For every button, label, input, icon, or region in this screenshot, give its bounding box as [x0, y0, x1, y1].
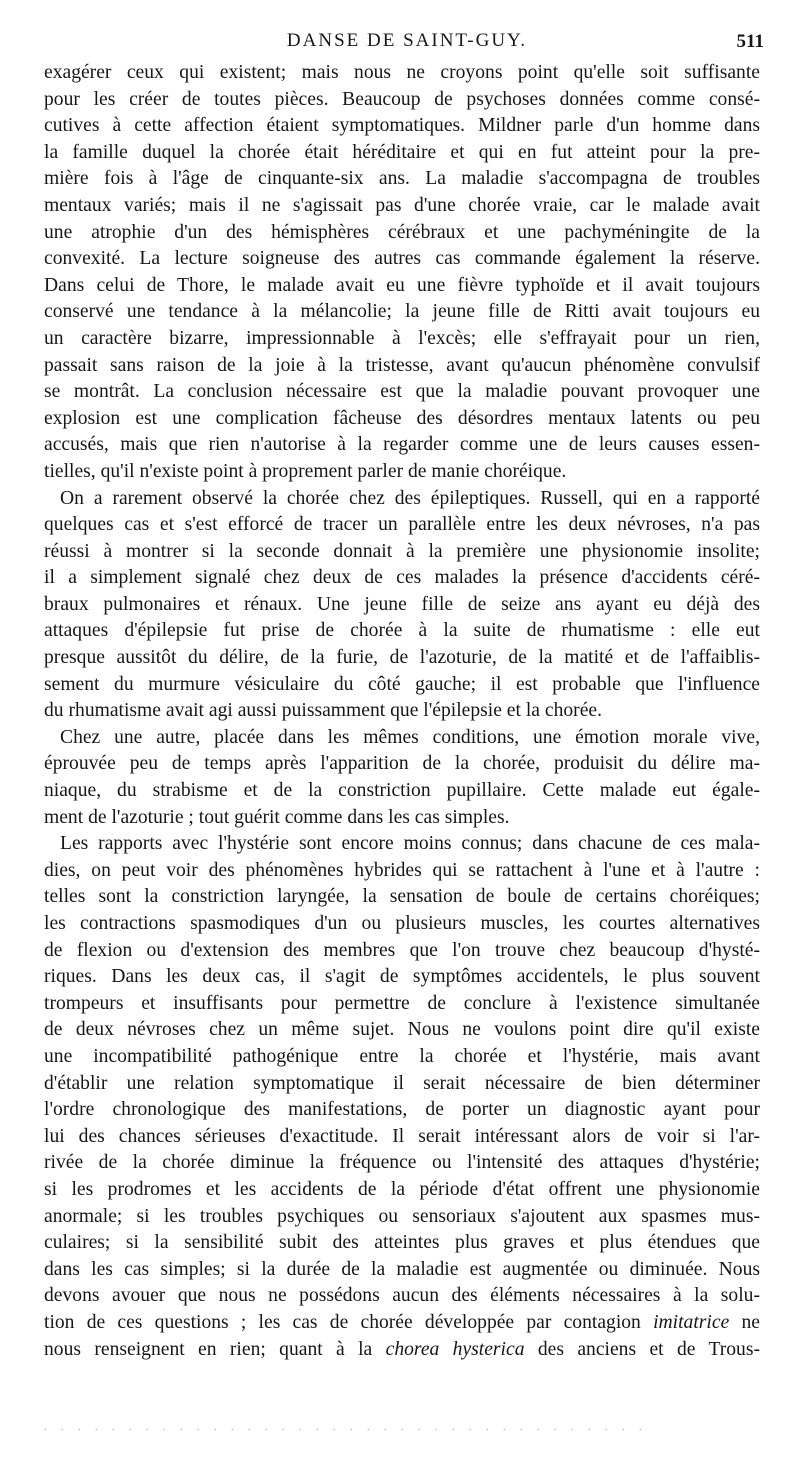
text-line: accusés, mais que rien n'autorise à la regarder comme une de leurs causes essen-: [44, 434, 760, 456]
text-line: quelques cas et s'est efforcé de tracer un parallèle entre les deux névroses, n'a pas: [44, 514, 760, 536]
text-line: riques. Dans les deux cas, il s'agit de symptômes accidentels, le plus souvent: [44, 966, 760, 988]
text-line: du rhumatisme avait agi aussi puissamment que l'épilepsie et la chorée.: [44, 700, 602, 722]
text-line: dans les cas simples; si la durée de la maladie est augmentée ou diminuée. Nous: [44, 1258, 760, 1280]
text-line: exagérer ceux qui existent; mais nous ne croyons point qu'elle soit suffisante: [44, 62, 760, 83]
text-line: si les prodromes et les accidents de la période d'état offrent une physionomie: [44, 1178, 760, 1200]
text-line: convexité. La lecture soigneuse des autres cas commande également la réserve.: [44, 248, 760, 270]
text-line: l'ordre chronologique des manifestations, de porter un diagnostic ayant pour: [44, 1099, 760, 1121]
text-line: se montrât. La conclusion nécessaire est que la maladie pouvant provoquer une: [44, 381, 760, 403]
italic-term: imitatrice: [653, 1311, 730, 1333]
text-line: un caractère bizarre, impressionnable à l'excès; elle s'effrayait pour un rien,: [44, 327, 760, 349]
text-line: On a rarement observé la chorée chez des épileptiques. Russell, qui en a rapporté: [60, 487, 760, 509]
text-line: Dans celui de Thore, le malade avait eu une fièvre typhoïde et il avait toujours: [44, 274, 760, 296]
page-number: 511: [736, 31, 764, 52]
text-line: anormale; si les troubles psychiques ou sensoriaux s'ajoutent aux spasmes mus-: [44, 1205, 760, 1227]
text-line: ment de l'azoturie ; tout guérit comme dans les cas simples.: [44, 806, 510, 828]
page: [44, 30, 764, 1363]
text-line: nous renseignent en rien; quant à la chorea hysterica des anciens et de Trous-: [44, 1338, 760, 1360]
text-line: niaque, du strabisme et de la constriction pupillaire. Cette malade eut égale-: [44, 780, 760, 802]
text-line: les contractions spasmodiques d'un ou plusieurs muscles, les courtes alternatives: [44, 913, 760, 934]
italic-term: chorea hysterica: [385, 1338, 525, 1360]
text-line: éprouvée peu de temps après l'apparition de la chorée, produisit du délire ma-: [44, 753, 760, 775]
text-line: une incompatibilité pathogénique entre la chorée et l'hystérie, mais avant: [44, 1045, 760, 1067]
text-line: il a simplement signalé chez deux de ces malades la présence d'accidents céré-: [44, 567, 760, 589]
text-line: réussi à montrer si la seconde donnait à la première une physionomie insolite;: [44, 540, 760, 562]
text-line: sement du murmure vésiculaire du côté gauche; il est probable que l'influence: [44, 673, 760, 695]
text-line: passait sans raison de la joie à la tristesse, avant qu'aucun phénomène convulsif: [44, 354, 760, 376]
text-line: lui des chances sérieuses d'exactitude. Il serait intéressant alors de voir si l'ar-: [44, 1125, 760, 1147]
footer-scan-dots: . . . . . . . . . . . . . . . . . . . . . . . . . . . . . . . . . . . .: [44, 1422, 648, 1433]
text-line: Chez une autre, placée dans les mêmes conditions, une émotion morale vive,: [60, 726, 760, 748]
text-line: de deux névroses chez un même sujet. Nous ne voulons point dire qu'il existe: [44, 1019, 760, 1041]
text-line: d'établir une relation symptomatique il serait nécessaire de bien déterminer: [44, 1072, 760, 1094]
text-line: Les rapports avec l'hystérie sont encore moins connus; dans chacune de ces mala-: [60, 833, 760, 855]
text-line: devons avouer que nous ne possédons aucun des éléments nécessaires à la solu-: [44, 1285, 760, 1307]
text-line: telles sont la constriction laryngée, la sensation de boule de certains choréiques;: [44, 886, 760, 908]
running-head: [44, 30, 764, 60]
text-line: mentaux variés; mais il ne s'agissait pas d'une chorée vraie, car le malade avait: [44, 194, 760, 216]
text-line: presque aussitôt du délire, de la furie, de l'azoturie, de la matité et de l'affaiblis-: [44, 647, 760, 669]
text-line: dies, on peut voir des phénomènes hybrides qui se rattachent à l'une et à l'autre :: [44, 859, 760, 881]
text-line: explosion est une complication fâcheuse des désordres mentaux latents ou peu: [44, 407, 760, 429]
running-title: DANSE DE SAINT-GUY.: [286, 30, 528, 51]
text-line: trompeurs et insuffisants pour permettre de conclure à l'existence simultanée: [44, 992, 760, 1014]
text-line: tion de ces questions ; les cas de chorée développée par contagion imitatrice ne: [44, 1311, 760, 1333]
text-line: mière fois à l'âge de cinquante-six ans. La maladie s'accompagna de troubles: [44, 168, 760, 190]
text-line: une atrophie d'un des hémisphères cérébraux et une pachyméningite de la: [44, 221, 760, 243]
text-line: rivée de la chorée diminue la fréquence ou l'intensité des attaques d'hystérie;: [44, 1152, 760, 1174]
text-line: braux pulmonaires et rénaux. Une jeune fille de seize ans ayant eu déjà des: [44, 593, 760, 615]
text-line: cutives à cette affection étaient symptomatiques. Mildner parle d'un homme dans: [44, 115, 760, 137]
text-line: la famille duquel la chorée était héréditaire et qui en fut atteint pour la pre-: [44, 141, 760, 163]
body-text: [44, 60, 760, 1363]
text-line: tielles, qu'il n'existe point à proprement parler de manie choréique.: [44, 460, 567, 482]
text-line: de flexion ou d'extension des membres que l'on trouve chez beaucoup d'hysté-: [44, 939, 760, 961]
text-line: pour les créer de toutes pièces. Beaucoup de psychoses données comme consé-: [44, 88, 760, 110]
text-line: attaques d'épilepsie fut prise de chorée à la suite de rhumatisme : elle eut: [44, 620, 760, 642]
text-line: conservé une tendance à la mélancolie; la jeune fille de Ritti avait toujours eu: [44, 301, 760, 323]
text-line: culaires; si la sensibilité subit des atteintes plus graves et plus étendues que: [44, 1232, 760, 1254]
